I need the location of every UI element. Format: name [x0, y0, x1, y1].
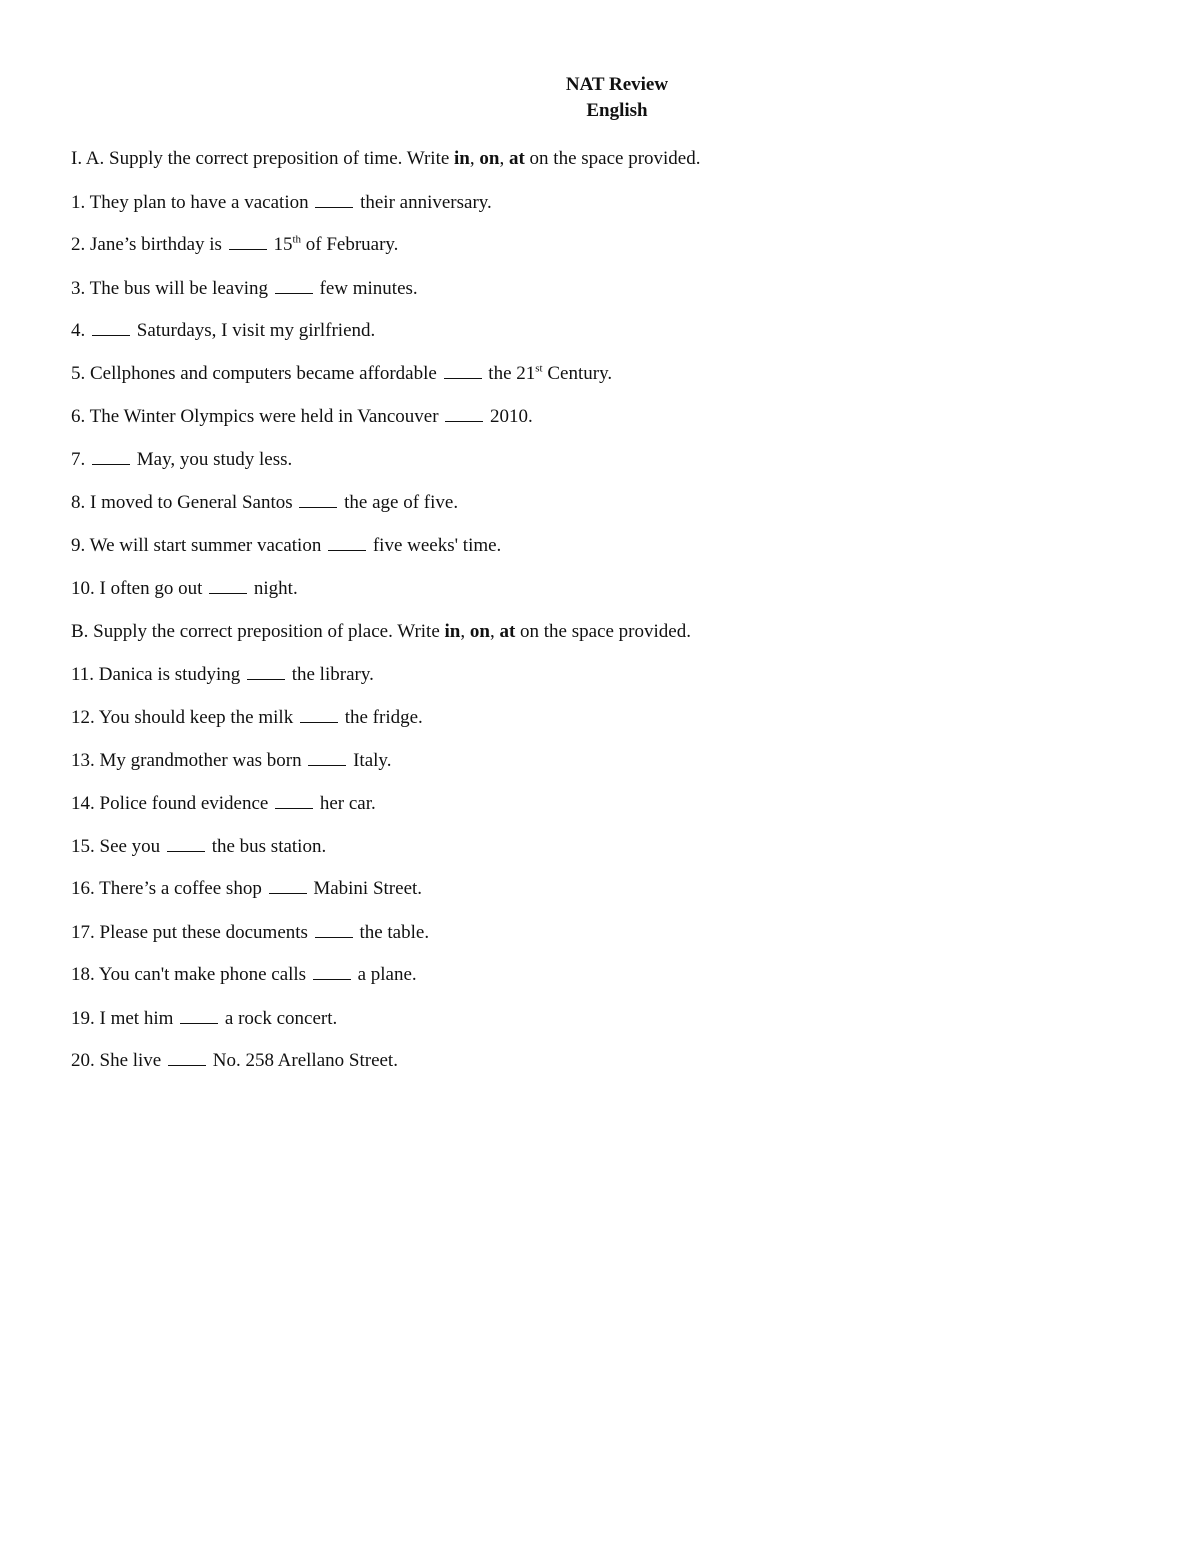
- answer-blank[interactable]: [300, 706, 338, 723]
- question-text: 12. You should keep the milk: [71, 707, 298, 728]
- question-13: [71, 748, 391, 774]
- question-15: [71, 834, 326, 860]
- question-text: 18. You can't make phone calls: [71, 964, 311, 985]
- section-b-instruction: [71, 619, 691, 645]
- answer-blank[interactable]: [168, 1049, 206, 1066]
- answer-blank[interactable]: [167, 835, 205, 852]
- question-19: [71, 1006, 337, 1032]
- question-text: No. 258 Arellano Street.: [208, 1050, 398, 1071]
- section-a-instruction: [71, 146, 701, 172]
- question-text: the 21: [483, 363, 536, 384]
- question-text: 9. We will start summer vacation: [71, 535, 327, 556]
- question-text: 14. Police found evidence: [71, 793, 274, 814]
- question-10: [71, 576, 298, 602]
- question-12: [71, 705, 423, 731]
- answer-blank[interactable]: [299, 491, 337, 508]
- keyword-in: in: [444, 621, 461, 642]
- question-14: [71, 791, 376, 817]
- keyword-on: on: [479, 148, 500, 169]
- question-17: [71, 920, 429, 946]
- answer-blank[interactable]: [313, 963, 351, 980]
- question-text: the library.: [286, 664, 374, 685]
- instruction-text: ,: [489, 621, 500, 642]
- answer-blank[interactable]: [308, 749, 346, 766]
- question-text: May, you study less.: [132, 449, 293, 470]
- question-text: night.: [249, 578, 298, 599]
- instruction-text: ,: [469, 148, 480, 169]
- question-3: [71, 276, 418, 302]
- answer-blank[interactable]: [445, 405, 483, 422]
- question-text: 7.: [71, 449, 90, 470]
- question-text: 6. The Winter Olympics were held in Vancouver: [71, 406, 444, 427]
- question-6: [71, 404, 533, 430]
- question-text: five weeks' time.: [368, 535, 502, 556]
- question-20: [71, 1048, 398, 1074]
- answer-blank[interactable]: [275, 792, 313, 809]
- instruction-text: I. A. Supply the correct preposition of time. Write: [71, 148, 455, 169]
- instruction-text: on the space provided.: [524, 148, 701, 169]
- document-title: NAT Review: [565, 74, 669, 95]
- question-text: 4.: [71, 320, 90, 341]
- answer-blank[interactable]: [444, 362, 482, 379]
- question-text: the age of five.: [339, 492, 459, 513]
- question-18: [71, 962, 417, 988]
- answer-blank[interactable]: [315, 921, 353, 938]
- question-text: the bus station.: [206, 836, 327, 857]
- question-text: 15: [268, 234, 293, 255]
- answer-blank[interactable]: [180, 1007, 218, 1024]
- answer-blank[interactable]: [275, 277, 313, 294]
- question-text: the table.: [354, 922, 430, 943]
- question-text: 19. I met him: [71, 1008, 179, 1029]
- document-subtitle: English: [586, 100, 648, 121]
- question-text: a plane.: [352, 964, 417, 985]
- question-text: 2010.: [485, 406, 533, 427]
- question-text: 11. Danica is studying: [71, 664, 245, 685]
- answer-blank[interactable]: [229, 233, 267, 250]
- question-text: 20. She live: [71, 1050, 166, 1071]
- instruction-text: ,: [460, 621, 470, 642]
- answer-blank[interactable]: [92, 319, 130, 336]
- answer-blank[interactable]: [92, 448, 130, 465]
- question-text: her car.: [315, 793, 376, 814]
- question-8: [71, 490, 458, 516]
- question-text: their anniversary.: [355, 192, 492, 213]
- question-text: Century.: [542, 363, 613, 384]
- question-text: few minutes.: [314, 278, 418, 299]
- question-11: [71, 662, 374, 688]
- question-text: the fridge.: [339, 707, 423, 728]
- ordinal-suffix: th: [292, 233, 301, 246]
- question-text: Mabini Street.: [308, 878, 423, 899]
- question-text: 2. Jane’s birthday is: [71, 234, 227, 255]
- answer-blank[interactable]: [269, 877, 307, 894]
- keyword-at: at: [508, 148, 525, 169]
- question-text: 16. There’s a coffee shop: [71, 878, 267, 899]
- answer-blank[interactable]: [247, 663, 285, 680]
- question-text: of February.: [301, 234, 399, 255]
- question-text: 10. I often go out: [71, 578, 208, 599]
- question-16: [71, 876, 422, 902]
- question-2: [71, 232, 398, 258]
- ordinal-suffix: st: [535, 362, 543, 375]
- question-text: 17. Please put these documents: [71, 922, 313, 943]
- question-4: [71, 318, 375, 344]
- question-text: 1. They plan to have a vacation: [71, 192, 314, 213]
- instruction-text: on the space provided.: [515, 621, 691, 642]
- question-text: 5. Cellphones and computers became affordable: [71, 363, 442, 384]
- question-5: [71, 361, 612, 387]
- instruction-text: ,: [499, 148, 509, 169]
- keyword-in: in: [454, 148, 470, 169]
- question-text: 3. The bus will be leaving: [71, 278, 273, 299]
- question-1: [71, 190, 492, 216]
- question-text: Italy.: [348, 750, 392, 771]
- instruction-text: B. Supply the correct preposition of place. Write: [71, 621, 445, 642]
- keyword-on: on: [469, 621, 490, 642]
- answer-blank[interactable]: [328, 534, 366, 551]
- question-text: 8. I moved to General Santos: [71, 492, 298, 513]
- question-7: [71, 447, 292, 473]
- answer-blank[interactable]: [315, 191, 353, 208]
- question-text: 13. My grandmother was born: [71, 750, 307, 771]
- question-9: [71, 533, 501, 559]
- question-text: a rock concert.: [220, 1008, 338, 1029]
- keyword-at: at: [499, 621, 516, 642]
- answer-blank[interactable]: [209, 577, 247, 594]
- question-text: 15. See you: [71, 836, 165, 857]
- question-text: Saturdays, I visit my girlfriend.: [132, 320, 376, 341]
